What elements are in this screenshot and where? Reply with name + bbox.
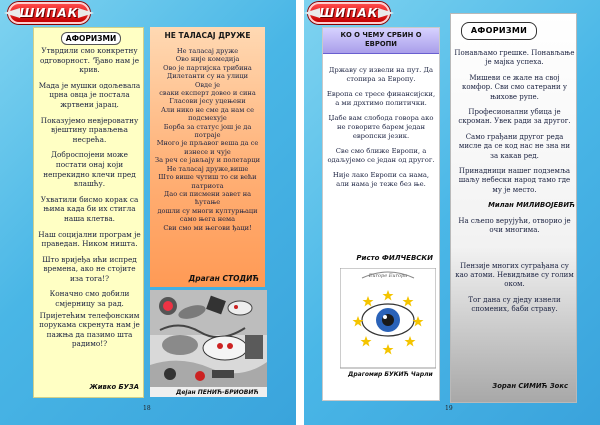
poem-box bbox=[150, 27, 265, 287]
aphorisms-box-left bbox=[33, 27, 144, 398]
caricature-picture bbox=[150, 290, 267, 397]
aphorism: На сљепо верујући, отворио је очи многима. bbox=[458, 216, 571, 235]
poem-line: сваки експерт довео и сина bbox=[159, 89, 256, 98]
poem-line: изнесе и чује bbox=[184, 147, 231, 156]
article-paragraph: Европа се тресе финансијски, а ми дрхтимо политички. bbox=[326, 90, 436, 107]
europe-flag-picture bbox=[340, 268, 436, 380]
aphorism: Пријетећим телефонским порукама скренута нам је пажња да пазимо шта радимо!? bbox=[39, 310, 140, 349]
magazine-logo bbox=[308, 2, 390, 24]
aphorism-author: Милан МИЛИВОЈЕВИЋ bbox=[488, 201, 575, 210]
aphorism: Коначно смо добили смјерницу за рад. bbox=[49, 289, 130, 309]
poem-line: Дилетанти су на улици bbox=[166, 72, 249, 81]
caricature-drawing bbox=[150, 290, 267, 397]
aphorism: Професионални убица је скроман. Увек ради за другог. bbox=[458, 108, 571, 126]
page-number: 18 bbox=[143, 405, 151, 412]
poem-line: потраје bbox=[194, 131, 221, 140]
article-header bbox=[323, 28, 439, 54]
poem-line: патриота bbox=[191, 181, 224, 190]
poem-line: Борба за статус још је да bbox=[163, 122, 252, 131]
aphorisms-text bbox=[454, 49, 575, 321]
poem-line: Ово је партијска трибина bbox=[163, 63, 252, 72]
article-paragraph: Џабе вам слобода говора ако не говорите барем један европски језик. bbox=[328, 114, 434, 140]
poem-line: Овде је bbox=[194, 80, 221, 89]
flag-label: Europe Europa bbox=[368, 273, 408, 279]
picture-caption: Дејан ПЕНИЋ-БРИОВИЋ bbox=[176, 389, 259, 396]
aphorisms-title: АФОРИЗМИ bbox=[461, 22, 537, 40]
poem-line: Не таласај друже bbox=[176, 47, 239, 55]
poem-line: само њега нема bbox=[179, 215, 236, 224]
poem-line: Ово није комедија bbox=[175, 55, 240, 64]
article-paragraph: Није лако Европи са нама, али нама је теже без ње. bbox=[332, 171, 430, 188]
article-paragraph: Све смо ближе Европи, а одаљујемо се један од другог. bbox=[327, 147, 435, 164]
poem-line: Што више чутиш то си већи bbox=[158, 173, 257, 182]
flag-picture-caption: Драгомир БУКИЋ Чарли bbox=[348, 371, 433, 378]
poem-line: Али нико не сме да нам се bbox=[160, 105, 255, 114]
aphorism: Доброспојени може постати онај који непрекидно клечи пред влашћу. bbox=[43, 150, 136, 189]
aphorism: Тог дана су дједу изнели спомених, баби страву. bbox=[468, 295, 561, 314]
aphorisms-text bbox=[37, 46, 142, 355]
aphorism: Понављамо грешке. Понављање је мајка успеха. bbox=[454, 49, 575, 67]
eye-flag-drawing bbox=[340, 268, 436, 380]
aphorisms-title: АФОРИЗМИ bbox=[61, 32, 121, 45]
article-title: КО О ЧЕМУ СРБИН О ЕВРОПИ bbox=[340, 31, 422, 48]
article-text bbox=[326, 66, 436, 195]
poem-line: Много је прљавог веша да се bbox=[156, 139, 259, 148]
aphorism: Принадници нашег подземља шаљу небески народ тамо где му је место. bbox=[458, 167, 571, 194]
page-gutter bbox=[296, 0, 304, 425]
author-signature: Живко БУЗА bbox=[89, 383, 139, 391]
poem-title: НЕ ТАЛАСАЈ ДРУЖЕ bbox=[164, 31, 251, 40]
aphorism: Само грађани другог реда мисле да се код нас не зна ни за какав ред. bbox=[458, 132, 571, 160]
aphorism: Утврдили смо конкретну одговорност. 'Ђаво нам је крив. bbox=[39, 46, 140, 75]
poem-line: подсмехује bbox=[188, 114, 227, 123]
magazine-logo bbox=[8, 2, 90, 24]
logo-text: ШИПАК bbox=[319, 6, 379, 20]
aphorism: Показујемо невјероватну вјештину прављења несрећа. bbox=[40, 115, 139, 144]
aphorisms-box-right bbox=[450, 13, 577, 403]
poem-line: Сви смо ми његови ђаци! bbox=[163, 223, 252, 232]
poem-text bbox=[153, 47, 262, 232]
aphorism: Што вријеђа ићи испред времена, ако не стојите иза тога!? bbox=[42, 254, 137, 283]
poem-line: За реч се јављају и полетарци bbox=[155, 156, 260, 165]
article-paragraph: Државу су извели на пут. Да стопира за Европу. bbox=[328, 66, 434, 83]
aphorism: Мада је мушки одољевала црна овца је постала жртвени јарац. bbox=[38, 80, 141, 109]
aphorism: Наш социјални програм је праведан. Ником ништа. bbox=[38, 229, 141, 249]
poem-line: Не таласај друже,више bbox=[166, 164, 249, 173]
poem-line: Гласови јесу уцењени bbox=[169, 97, 246, 106]
left-page bbox=[0, 0, 296, 425]
page-number: 19 bbox=[445, 405, 453, 412]
aphorism: Мишеви се жале на свој комфор. Сви смо сатерани у њихове рупе. bbox=[461, 73, 568, 101]
poem-line: дошли су многи културњаци bbox=[157, 206, 258, 215]
aphorism: Ухватили бисмо корак са њима када би их стигла наша клетва. bbox=[40, 194, 139, 223]
logo-text: ШИПАК bbox=[19, 6, 79, 20]
poem-line: ћутање bbox=[194, 198, 221, 207]
poem-line: Дао си писмени завет на bbox=[163, 189, 252, 198]
aphorism: Пензије многих суграђана су као атоми. Невидљиве су голим оком. bbox=[455, 261, 574, 289]
poem-signature: Драган СТОДИЋ bbox=[188, 274, 259, 283]
author-signature: Зоран СИМИЋ Зокс bbox=[492, 382, 568, 390]
article-signature: Ристо ФИЛЧЕВСКИ bbox=[356, 254, 433, 262]
